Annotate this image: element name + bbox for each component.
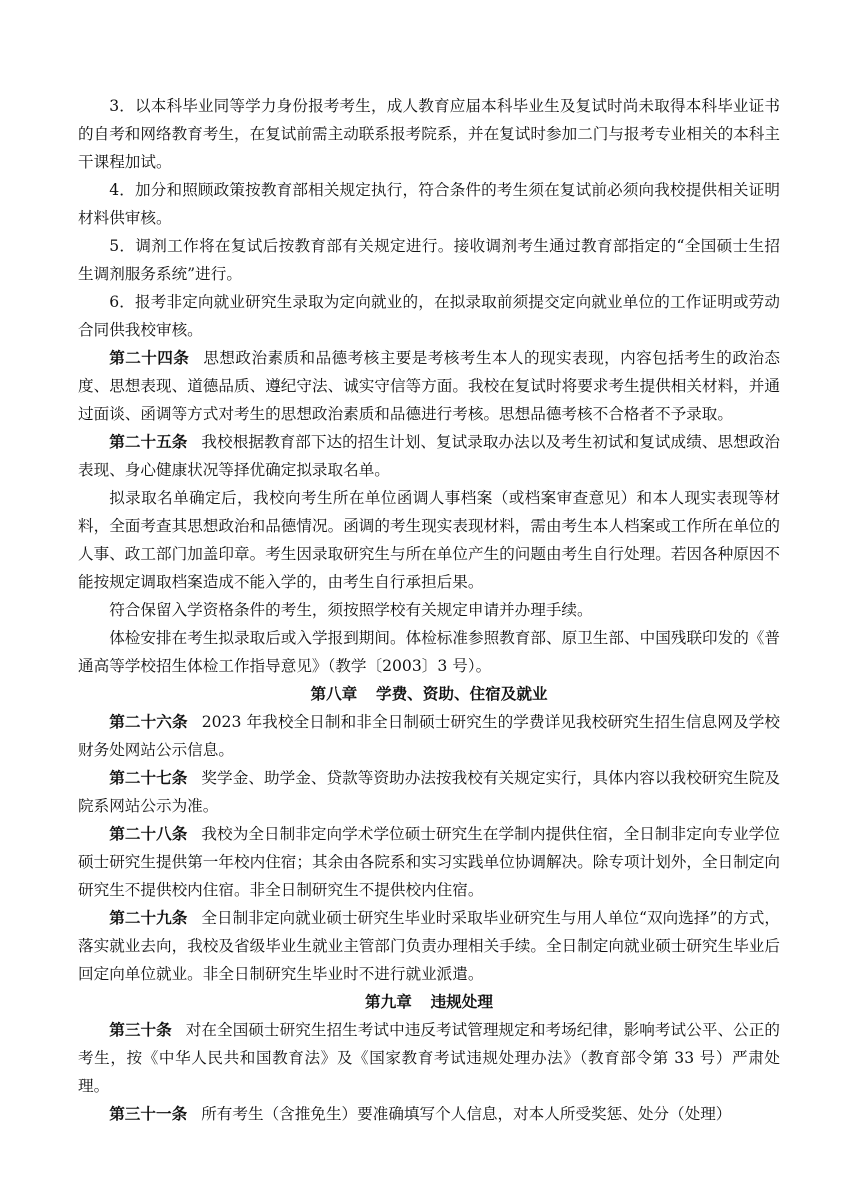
article-31-label: 第三十一条: [109, 1105, 188, 1123]
paragraph-item-6: 6．报考非定向就业研究生录取为定向就业的，在拟录取前须提交定向就业单位的工作证明或劳动合同供我校审核。: [78, 293, 780, 339]
article-27-text: 奖学金、助学金、贷款等资助办法按我校有关规定实行，具体内容以我校研究生院及院系网站公示为准。: [78, 769, 780, 815]
paragraph-item-3: 3．以本科毕业同等学力身份报考考生，成人教育应届本科毕业生及复试时尚未取得本科毕业证书的自考和网络教育考生，在复试前需主动联系报考院系，并在复试时参加二门与报考专业相关的本科主干课程加试。: [78, 97, 780, 171]
article-30-text: 对在全国硕士研究生招生考试中违反考试管理规定和考场纪律，影响考试公平、公正的考生，按《中华人民共和国教育法》及《国家教育考试违规处理办法》（教育部令第 33 号）严肃处理。: [78, 1021, 780, 1095]
document-page: [78, 92, 780, 1128]
article-24-text: 思想政治素质和品德考核主要是考核考生本人的现实表现，内容包括考生的政治态度、思想表现、道德品质、遵纪守法、诚实守信等方面。我校在复试时将要求考生提供相关材料，并通过面谈、函调等方式对考生的思想政治素质和品德进行考核。思想品德考核不合格者不予录取。: [78, 349, 780, 423]
article-30-label: 第三十条: [109, 1021, 172, 1039]
article-30: [78, 1016, 780, 1100]
article-28: [78, 820, 780, 904]
paragraph-item-4: 4．加分和照顾政策按教育部相关规定执行，符合条件的考生须在复试前必须向我校提供相关证明材料供审核。: [78, 181, 780, 227]
article-25-text: 我校根据教育部下达的招生计划、复试录取办法以及考生初试和复试成绩、思想政治表现、身心健康状况等择优确定拟录取名单。: [78, 433, 780, 479]
chapter-8-heading: [78, 680, 780, 708]
chapter-8-title: 学费、资助、住宿及就业: [375, 685, 548, 703]
paragraph-reserve: 符合保留入学资格条件的考生，须按照学校有关规定申请并办理手续。: [109, 601, 593, 619]
paragraph-medical: 体检安排在考生拟录取后或入学报到期间。体检标准参照教育部、原卫生部、中国残联印发的《普通高等学校招生体检工作指导意见》（教学〔2003〕3 号）。: [78, 629, 780, 675]
article-26-text: 2023 年我校全日制和非全日制硕士研究生的学费详见我校研究生招生信息网及学校财务处网站公示信息。: [78, 713, 780, 759]
article-31-text: 所有考生（含推免生）要准确填写个人信息，对本人所受奖惩、处分（处理）: [201, 1105, 732, 1123]
article-28-label: 第二十八条: [109, 825, 188, 843]
article-25: [78, 428, 780, 484]
article-27: [78, 764, 780, 820]
chapter-9-number: 第九章: [365, 993, 412, 1011]
article-27-label: 第二十七条: [109, 769, 188, 787]
paragraph-archive: 拟录取名单确定后，我校向考生所在单位函调人事档案（或档案审查意见）和本人现实表现等材料，全面考查其思想政治和品德情况。函调的考生现实表现材料，需由考生本人档案或工作所在单位的人事、政工部门加盖印章。考生因录取研究生与所在单位产生的问题由考生自行处理。若因各种原因不能按规定调取档案造成不能入学的，由考生自行承担后果。: [78, 489, 780, 591]
article-24-label: 第二十四条: [109, 349, 190, 367]
chapter-9-heading: [78, 988, 780, 1016]
article-28-text: 我校为全日制非定向学术学位硕士研究生在学制内提供住宿，全日制非定向专业学位硕士研究生提供第一年校内住宿；其余由各院系和实习实践单位协调解决。除专项计划外，全日制定向研究生不提供校内住宿。非全日制研究生不提供校内住宿。: [78, 825, 780, 899]
paragraph-item-5: 5．调剂工作将在复试后按教育部有关规定进行。接收调剂考生通过教育部指定的“全国硕士生招生调剂服务系统”进行。: [78, 237, 780, 283]
article-29: [78, 904, 780, 988]
chapter-8-number: 第八章: [310, 685, 358, 703]
article-26: [78, 708, 780, 764]
article-29-label: 第二十九条: [109, 909, 188, 927]
article-26-label: 第二十六条: [109, 713, 188, 731]
article-31: [78, 1100, 780, 1128]
article-29-text: 全日制非定向就业硕士研究生毕业时采取毕业研究生与用人单位“双向选择”的方式，落实就业去向，我校及省级毕业生就业主管部门负责办理相关手续。全日制定向就业硕士研究生毕业后回定向单位就业。非全日制研究生毕业时不进行就业派遣。: [78, 909, 780, 983]
article-24: [78, 344, 780, 428]
chapter-9-title: 违规处理: [430, 993, 493, 1011]
article-25-label: 第二十五条: [109, 433, 188, 451]
